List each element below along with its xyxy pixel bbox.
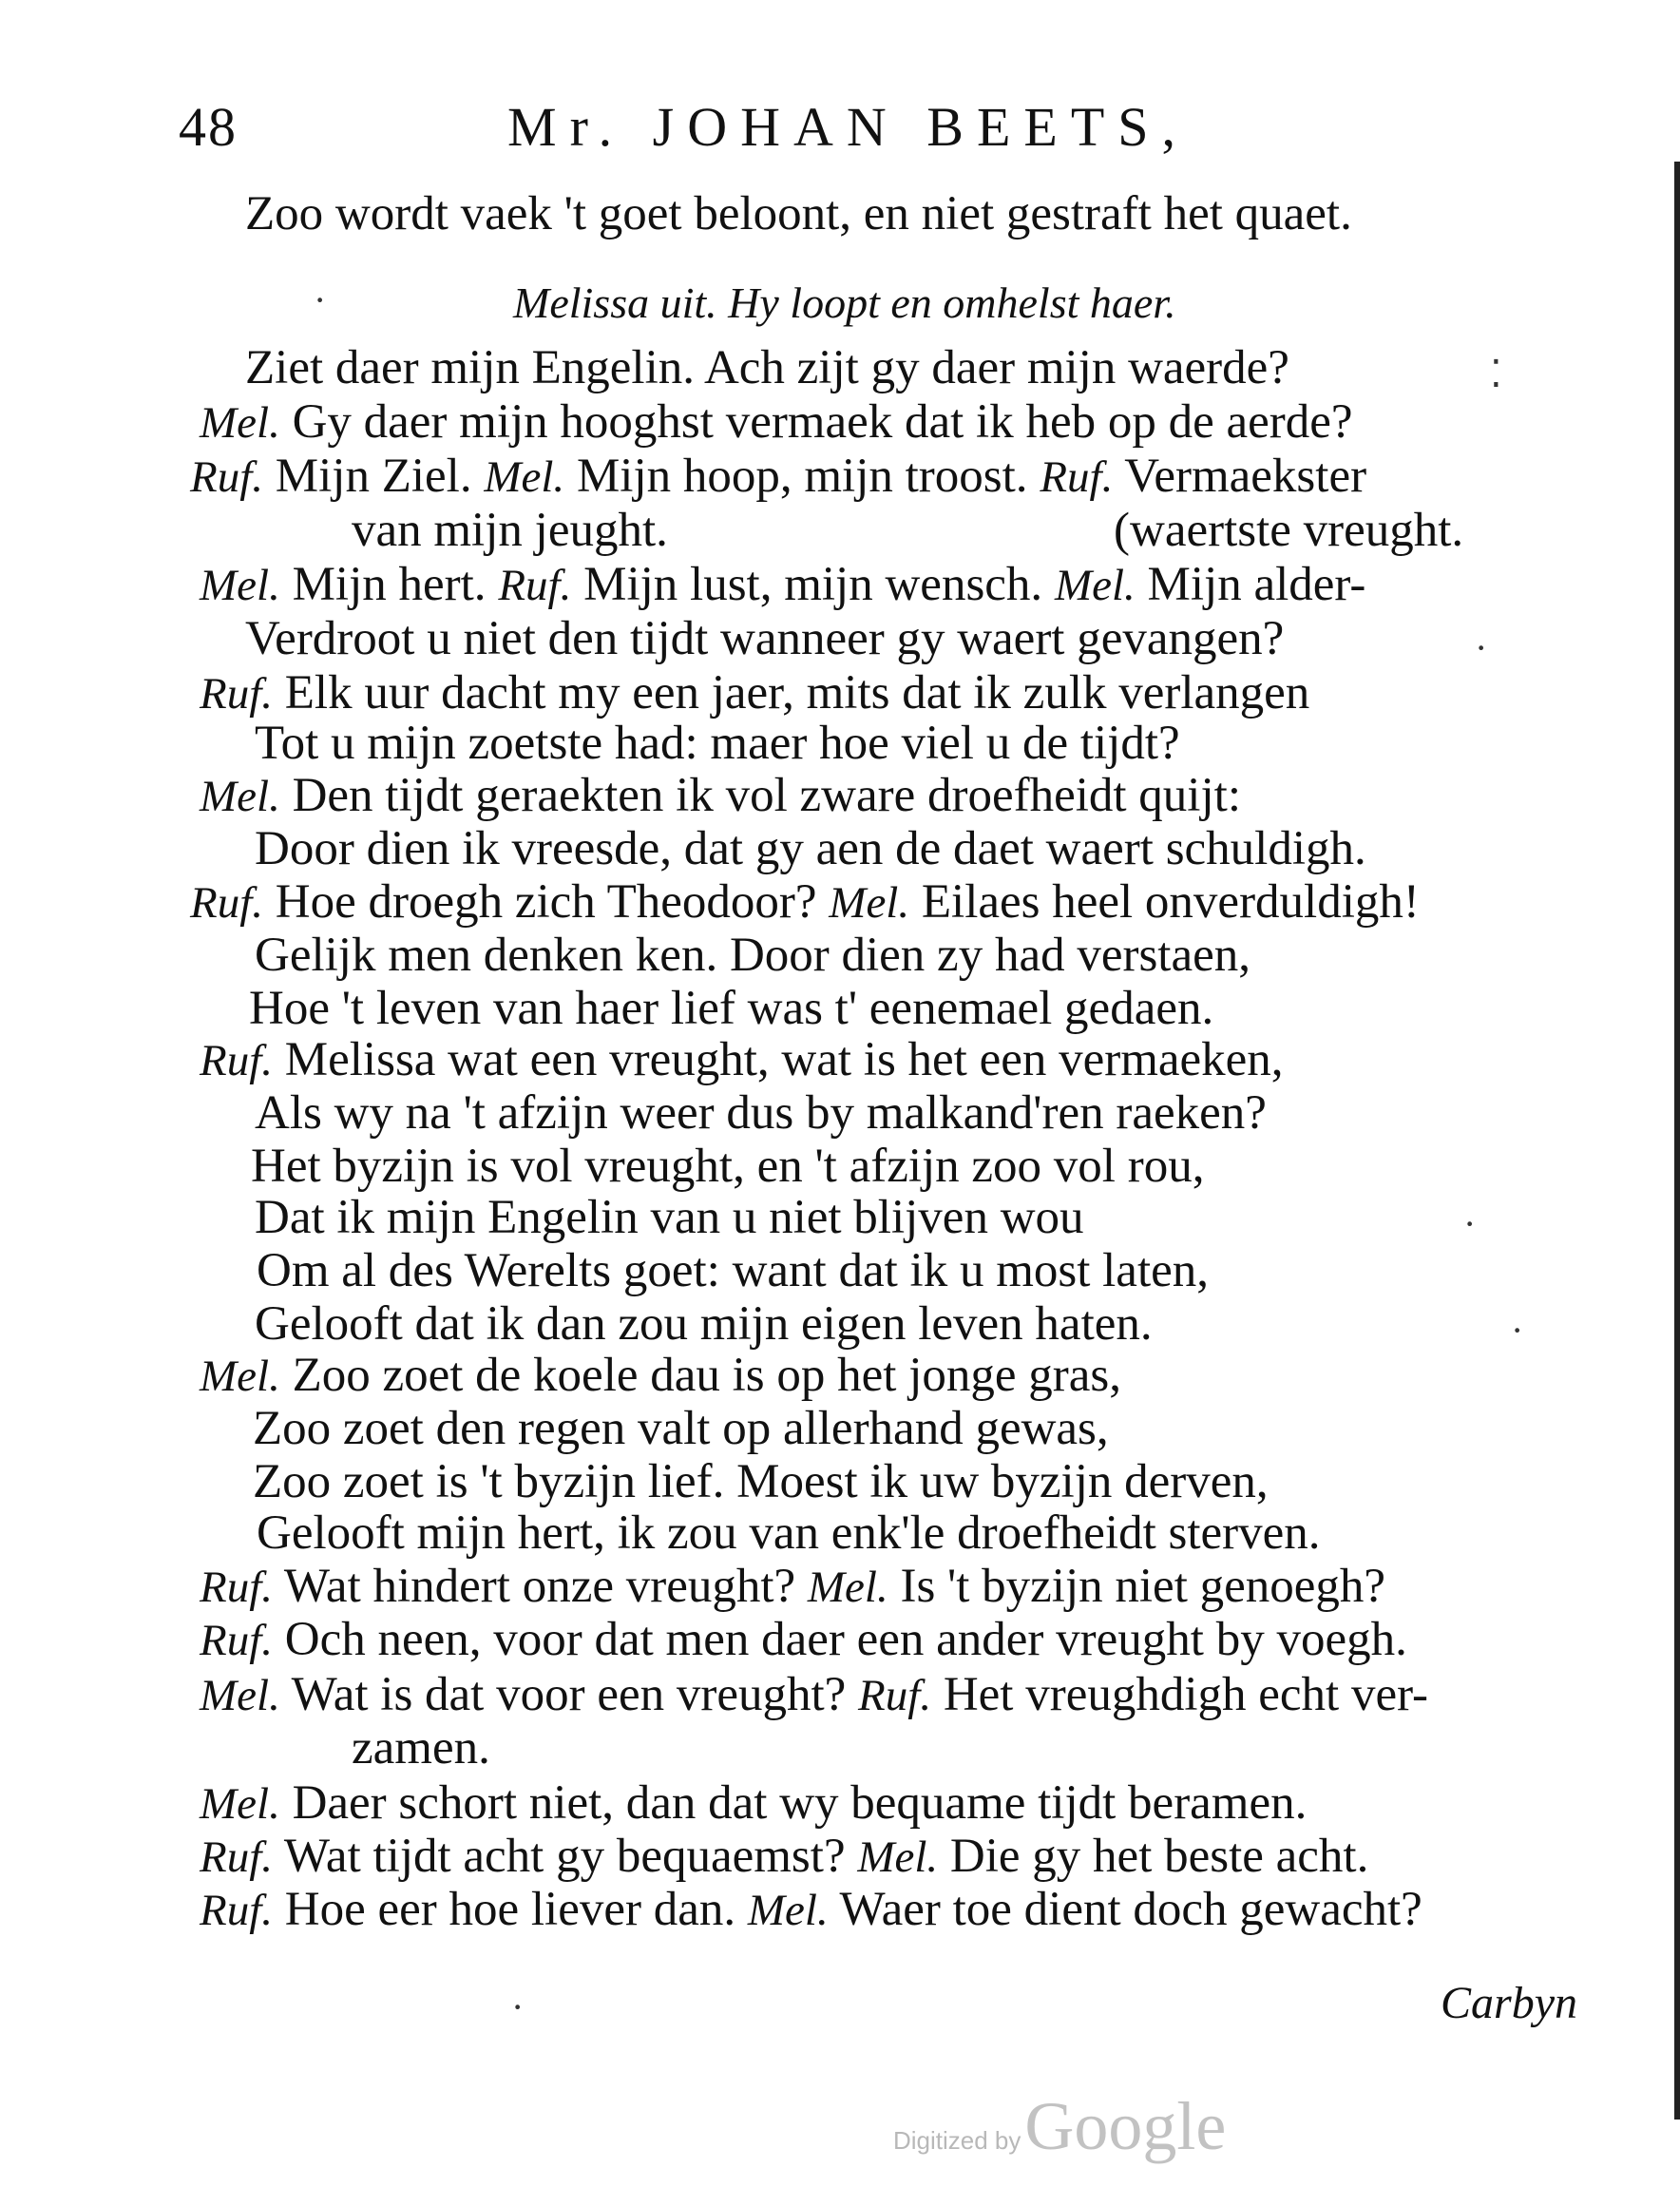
verse-text: Die gy het beste acht. xyxy=(949,1830,1369,1883)
verse-text: Daer schort niet, dan dat wy bequame tijdt beramen. xyxy=(292,1776,1308,1830)
verse-text: Vermaekster xyxy=(1124,450,1367,503)
verse-line xyxy=(200,1033,1284,1086)
verse-line xyxy=(200,395,1353,449)
verse-line xyxy=(200,769,1241,822)
verse-line xyxy=(257,1244,1209,1297)
verse-text: Als wy na 't afzijn weer dus by malkand'ren raeken? xyxy=(255,1086,1267,1140)
verse-text: Och neen, voor dat men daer een ander vreught by voegh. xyxy=(284,1613,1407,1666)
verse-line xyxy=(255,1297,1153,1351)
verse-line xyxy=(190,875,1420,929)
verse-line xyxy=(255,719,1180,768)
verse-line xyxy=(200,1668,1429,1721)
verse-text: Om al des Werelts goet: want dat ik u most laten, xyxy=(257,1244,1209,1297)
verse-text: Door dien ik vreesde, dat gy aen de daet waert schuldigh. xyxy=(255,822,1366,875)
verse-line xyxy=(190,452,1366,501)
verse-text: Hoe eer hoe liever dan. xyxy=(284,1883,736,1936)
speaker-label: Ruf. xyxy=(200,669,274,719)
verse-text: zamen. xyxy=(352,1721,490,1774)
verse-text: Mijn hoop, mijn troost. xyxy=(576,450,1028,503)
verse-line xyxy=(253,1455,1269,1508)
verse-text: Den tijdt geraekten ik vol zware droefheidt quijt: xyxy=(292,769,1241,822)
speaker-label: Ruf. xyxy=(1040,452,1114,502)
speaker-label: Ruf. xyxy=(200,1832,274,1882)
verse-text: Gelijk men denken ken. Door dien zy had verstaen, xyxy=(255,929,1250,982)
verse-line xyxy=(245,341,1289,394)
stray-mark: · xyxy=(314,278,327,321)
verse-text: (waertste vreught. xyxy=(1114,504,1464,557)
book-spine-edge xyxy=(1674,162,1680,2120)
speaker-label: Ruf. xyxy=(858,1671,932,1720)
verse-line xyxy=(200,1349,1121,1402)
verse-text: Mijn alder- xyxy=(1147,558,1366,611)
verse-text: Tot u mijn zoetste had: maer hoe viel u de tijdt? xyxy=(255,717,1180,770)
verse-line xyxy=(352,504,668,557)
speaker-label: Ruf. xyxy=(200,1563,274,1612)
verse-text: Gy daer mijn hooghst vermaek dat ik heb op de aerde? xyxy=(292,395,1353,449)
speaker-label: Mel. xyxy=(200,1352,280,1401)
verse-text: Gelooft dat ik dan zou mijn eigen leven haten. xyxy=(255,1297,1153,1351)
speaker-label: Mel. xyxy=(200,1671,280,1720)
speaker-label: Ruf. xyxy=(200,1616,274,1665)
verse-line xyxy=(249,982,1214,1035)
verse-line xyxy=(255,822,1366,875)
speaker-label: Mel. xyxy=(484,452,565,502)
verse-line xyxy=(200,1560,1386,1613)
running-title: Mr. JOHAN BEETS, xyxy=(507,96,1190,158)
verse-line xyxy=(245,612,1285,665)
verse-text: Mijn Ziel. xyxy=(275,450,472,503)
page-number: 48 xyxy=(179,96,238,158)
verse-text: Mijn hert. xyxy=(292,558,487,611)
verse-line xyxy=(200,1883,1422,1936)
stray-mark: · xyxy=(511,1985,525,2028)
speaker-label: Mel. xyxy=(1054,561,1136,610)
verse-text: Is 't byzijn niet genoegh? xyxy=(900,1560,1386,1613)
verse-line xyxy=(200,1776,1308,1830)
verse-line xyxy=(255,1086,1267,1140)
verse-line xyxy=(200,1613,1407,1666)
speaker-label: Ruf. xyxy=(190,452,264,502)
speaker-label: Mel. xyxy=(857,1832,939,1882)
speaker-label: Mel. xyxy=(200,772,280,821)
verse-text: Hoe 't leven van haer lief was t' eenemael gedaen. xyxy=(249,982,1214,1035)
verse-text: Zoo zoet den regen valt op allerhand gewas, xyxy=(253,1402,1109,1455)
verse-text: Ziet daer mijn Engelin. Ach zijt gy daer mijn waerde? xyxy=(245,341,1289,394)
verse-text: Zoo zoet de koele dau is op het jonge gras, xyxy=(292,1349,1121,1402)
verse-line xyxy=(251,1142,1204,1191)
verse-text: Gelooft mijn hert, ik zou van enk'le droefheidt sterven. xyxy=(257,1506,1321,1560)
verse-line-turnover xyxy=(1114,504,1464,557)
verse-text: van mijn jeught. xyxy=(352,504,668,557)
verse-line xyxy=(200,666,1310,719)
verse-text: Wat is dat voor een vreught? xyxy=(291,1668,847,1721)
stray-mark: · xyxy=(1511,1309,1524,1352)
google-logo-text: Google xyxy=(1024,2088,1227,2164)
verse-line xyxy=(255,1191,1084,1244)
speaker-label: Mel. xyxy=(747,1886,829,1935)
digitized-watermark xyxy=(893,2087,1226,2166)
speaker-label: Mel. xyxy=(829,878,910,928)
verse-line xyxy=(352,1721,490,1774)
verse-text: Waer toe dient doch gewacht? xyxy=(839,1883,1422,1936)
verse-line xyxy=(253,1402,1109,1455)
verse-text: Melissa wat een vreught, wat is het een vermaeken, xyxy=(284,1033,1284,1086)
verse-line xyxy=(200,558,1366,611)
verse-text: Mijn lust, mijn wensch. xyxy=(583,558,1043,611)
speaker-label: Mel. xyxy=(200,398,280,448)
speaker-label: Mel. xyxy=(200,561,280,610)
verse-text: Eilaes heel onverduldigh! xyxy=(921,875,1420,929)
verse-line xyxy=(200,1832,1368,1881)
verse-text: Verdroot u niet den tijdt wanneer gy waert gevangen? xyxy=(245,612,1285,665)
verse-line xyxy=(255,931,1250,980)
stray-mark: · xyxy=(1463,1202,1477,1245)
speaker-label: Ruf. xyxy=(200,1036,274,1085)
speaker-label: Ruf. xyxy=(498,561,572,610)
verse-line xyxy=(245,187,1352,240)
speaker-label: Mel. xyxy=(200,1779,280,1829)
stray-mark: · xyxy=(1475,626,1488,669)
stray-mark: ⁚ xyxy=(1490,353,1502,395)
verse-line xyxy=(257,1506,1321,1560)
verse-text: Elk uur dacht my een jaer, mits dat ik zulk verlangen xyxy=(284,666,1310,719)
verse-text: Hoe droegh zich Theodoor? xyxy=(275,875,817,929)
stage-direction: Melissa uit. Hy loopt en omhelst haer. xyxy=(513,278,1176,327)
verse-text: Wat hindert onze vreught? xyxy=(283,1560,796,1613)
catchword: Carbyn xyxy=(1441,1978,1577,2028)
verse-text: Het byzijn is vol vreught, en 't afzijn zoo vol rou, xyxy=(251,1140,1205,1193)
verse-text: Het vreughdigh echt ver- xyxy=(943,1668,1429,1721)
digitized-by-text: Digitized by xyxy=(893,2126,1021,2155)
verse-text: Dat ik mijn Engelin van u niet blijven wou xyxy=(255,1191,1084,1244)
verse-text: Zoo wordt vaek 't goet beloont, en niet gestraft het quaet. xyxy=(245,187,1352,240)
speaker-label: Ruf. xyxy=(200,1886,274,1935)
speaker-label: Ruf. xyxy=(190,878,264,928)
verse-text: Zoo zoet is 't byzijn lief. Moest ik uw byzijn derven, xyxy=(253,1455,1269,1508)
verse-text: Wat tijdt acht gy bequaemst? xyxy=(283,1830,846,1883)
speaker-label: Mel. xyxy=(807,1563,888,1612)
